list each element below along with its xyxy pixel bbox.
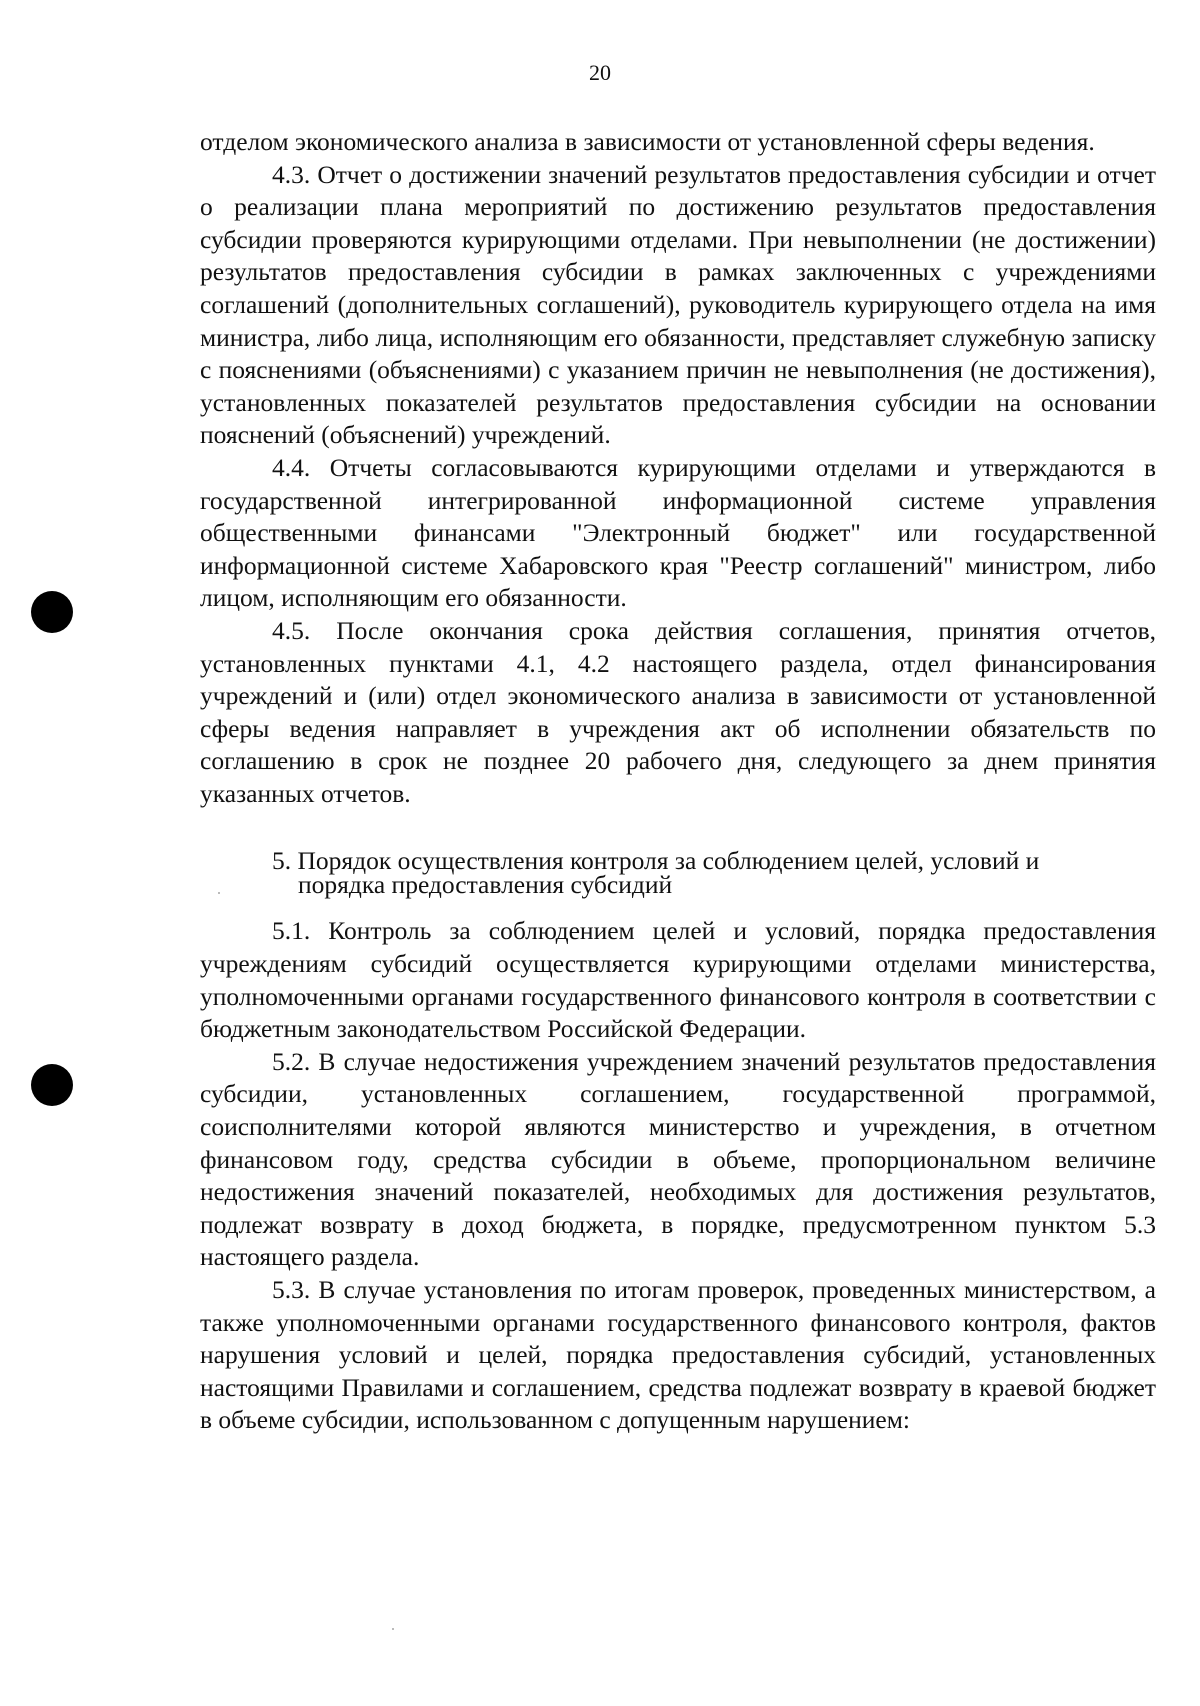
paragraph-5-2: 5.2. В случае недостижения учреждением значений результатов предоставления субсидии, установленных соглашением, государственной программой, соисполнителями которой являются министерство и учреждения, в отчетном финансовом году, средства субсидии в объеме, пропорциональном величине недостижения значений показателей, необходимых для достижения результатов, подлежат возврату в доход бюджета, в порядке, предусмотренном пунктом 5.3 настоящего раздела. [200,1046,1156,1272]
paragraph-continued: отделом экономического анализа в зависимости от установленной сферы ведения. [200,127,1095,156]
document-body [200,126,1156,1437]
paragraph-5-3: 5.3. В случае установления по итогам проверок, проведенных министерством, а также уполномоченными органами государственного финансового контроля, фактов нарушения условий и целей, порядка предоставления субсидий, установленных настоящими Правилами и соглашением, средства подлежат возврату в краевой бюджет в объеме субсидии, использованном с допущенным нарушением: [200,1275,1156,1435]
binder-hole [31,1064,73,1106]
section-5-heading [200,846,1156,900]
section-5-heading-line-1: 5. Порядок осуществления контроля за соблюдением целей, условий и [272,846,1040,876]
paragraph-4-3: 4.3. Отчет о достижении значений результатов предоставления субсидии и отчет о реализации плана мероприятий по достижению результатов предоставления субсидии проверяются курирующими отделами. При невыполнении (не достижении) результатов предоставления субсидии в рамках заключенных с учреждениями соглашений (дополнительных соглашений), руководитель курирующего отдела на имя министра, либо лица, исполняющим его обязанности, представляет служебную записку с пояснениями (объяснениями) с указанием причин не невыполнения (не достижения), установленных показателей результатов предоставления субсидии на основании пояснений (объяснений) учреждений. [200,159,1156,450]
section-5-heading-line-2: порядка предоставления субсидий [298,870,673,900]
paragraph-4-4: 4.4. Отчеты согласовываются курирующими отделами и утверждаются в государственной интегрированной информационной системе управления общественными финансами "Электронный бюджет" или государственной информационной системе Хабаровского края "Реестр соглашений" министром, либо лицом, исполняющим его обязанности. [200,452,1156,613]
paragraph-5-1: 5.1. Контроль за соблюдением целей и условий, порядка предоставления учреждениям субсидий осуществляется курирующими отделами министерства, уполномоченными органами государственного финансового контроля в соответствии с бюджетным законодательством Российской Федерации. [200,916,1156,1044]
paragraph-4-5: 4.5. После окончания срока действия соглашения, принятия отчетов, установленных пунктами 4.1, 4.2 настоящего раздела, отдел финансирования учреждений и (или) отдел экономического анализа в зависимости от установленной сферы ведения направляет в учреждения акт об исполнении обязательств по соглашению в срок не позднее 20 рабочего дня, следующего за днем принятия указанных отчетов. [200,615,1156,808]
binder-hole [31,591,73,633]
page-number: 20 [589,60,611,85]
scan-speck [392,1628,394,1630]
